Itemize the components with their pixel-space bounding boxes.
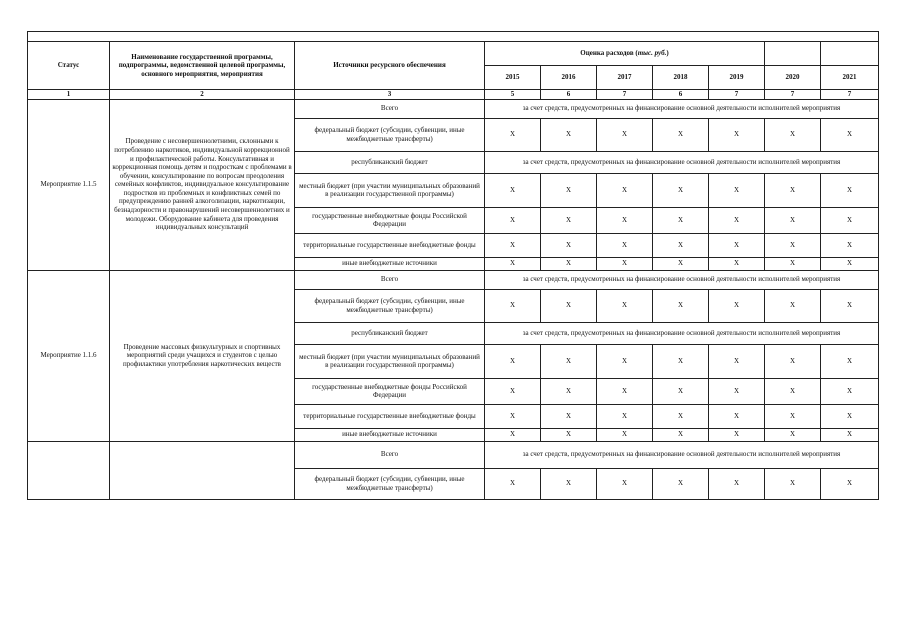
column-number: 7: [597, 90, 653, 100]
column-number: 7: [765, 90, 821, 100]
x-mark-cell: X: [765, 428, 821, 441]
year-cell: 2016: [541, 66, 597, 90]
x-mark-cell: X: [709, 468, 765, 499]
x-mark-cell: X: [653, 233, 709, 257]
source-label: федеральный бюджет (субсидии, субвенции, иные межбюджетные трансферты): [295, 289, 485, 322]
x-mark-cell: X: [485, 207, 541, 233]
x-mark-cell: X: [765, 173, 821, 207]
x-mark-cell: X: [821, 257, 879, 270]
x-mark-cell: X: [765, 289, 821, 322]
x-mark-cell: X: [709, 289, 765, 322]
resource-table: [27, 31, 879, 500]
x-mark-cell: X: [653, 257, 709, 270]
x-mark-cell: X: [709, 428, 765, 441]
x-mark-cell: X: [821, 378, 879, 404]
source-label: республиканский бюджет: [295, 151, 485, 173]
column-number-row: [28, 90, 879, 100]
x-mark-cell: X: [485, 468, 541, 499]
x-mark-cell: X: [597, 207, 653, 233]
x-mark-cell: X: [485, 404, 541, 428]
x-mark-cell: X: [709, 173, 765, 207]
year-cell: 2021: [821, 66, 879, 90]
source-label: местный бюджет (при участии муниципальных образований в реализации государственной программы): [295, 173, 485, 207]
x-mark-cell: X: [541, 289, 597, 322]
source-label: Всего: [295, 99, 485, 118]
measure-status: Мероприятие 1.1.6: [28, 270, 110, 441]
x-mark-cell: X: [709, 118, 765, 151]
measure-status: [28, 441, 110, 499]
source-label: федеральный бюджет (субсидии, субвенции, иные межбюджетные трансферты): [295, 118, 485, 151]
source-label: иные внебюджетные источники: [295, 428, 485, 441]
source-label: Всего: [295, 270, 485, 289]
x-mark-cell: X: [541, 173, 597, 207]
x-mark-cell: X: [765, 344, 821, 378]
x-mark-cell: X: [821, 468, 879, 499]
x-mark-cell: X: [541, 378, 597, 404]
source-label: местный бюджет (при участии муниципальных образований в реализации государственной программы): [295, 344, 485, 378]
source-label: иные внебюджетные источники: [295, 257, 485, 270]
measure-row: [28, 441, 879, 468]
column-number: 6: [541, 90, 597, 100]
header-estimate-unit: тыс. руб.: [637, 49, 667, 58]
x-mark-cell: X: [541, 344, 597, 378]
year-cell: 2015: [485, 66, 541, 90]
x-mark-cell: X: [653, 173, 709, 207]
x-mark-cell: X: [653, 118, 709, 151]
x-mark-cell: X: [653, 344, 709, 378]
header-estimate-suffix: ): [666, 49, 669, 58]
measure-name: [110, 441, 295, 499]
funding-note: за счет средств, предусмотренных на финансирование основной деятельности исполнителей мероприятия: [485, 270, 879, 289]
x-mark-cell: X: [765, 468, 821, 499]
x-mark-cell: X: [821, 118, 879, 151]
x-mark-cell: X: [541, 207, 597, 233]
funding-note: за счет средств, предусмотренных на финансирование основной деятельности исполнителей мероприятия: [485, 99, 879, 118]
header-row-1: [28, 42, 879, 66]
source-label: территориальные государственные внебюджетные фонды: [295, 404, 485, 428]
x-mark-cell: X: [765, 233, 821, 257]
measure-row: [28, 99, 879, 118]
source-label: государственные внебюджетные фонды Российской Федерации: [295, 207, 485, 233]
x-mark-cell: X: [821, 428, 879, 441]
x-mark-cell: X: [485, 378, 541, 404]
x-mark-cell: X: [653, 207, 709, 233]
source-label: республиканский бюджет: [295, 322, 485, 344]
measure-row: [28, 270, 879, 289]
header-blank-2021: [821, 42, 879, 66]
x-mark-cell: X: [709, 404, 765, 428]
x-mark-cell: X: [821, 173, 879, 207]
x-mark-cell: X: [541, 118, 597, 151]
x-mark-cell: X: [653, 404, 709, 428]
x-mark-cell: X: [765, 118, 821, 151]
x-mark-cell: X: [653, 289, 709, 322]
x-mark-cell: X: [485, 428, 541, 441]
funding-note: за счет средств, предусмотренных на финансирование основной деятельности исполнителей мероприятия: [485, 441, 879, 468]
header-estimate-prefix: Оценка расходов (: [580, 49, 638, 58]
column-number: 5: [485, 90, 541, 100]
funding-note: за счет средств, предусмотренных на финансирование основной деятельности исполнителей мероприятия: [485, 151, 879, 173]
header-blank-2020: [765, 42, 821, 66]
x-mark-cell: X: [653, 468, 709, 499]
column-number: 3: [295, 90, 485, 100]
x-mark-cell: X: [597, 233, 653, 257]
column-number: 2: [110, 90, 295, 100]
x-mark-cell: X: [821, 289, 879, 322]
source-label: государственные внебюджетные фонды Российской Федерации: [295, 378, 485, 404]
x-mark-cell: X: [653, 428, 709, 441]
header-name: Наименование государственной программы, подпрограммы, ведомственной целевой программы, основного мероприятия, мероприятия: [110, 42, 295, 90]
x-mark-cell: X: [765, 207, 821, 233]
x-mark-cell: X: [597, 428, 653, 441]
x-mark-cell: X: [485, 233, 541, 257]
x-mark-cell: X: [485, 344, 541, 378]
year-cell: 2020: [765, 66, 821, 90]
x-mark-cell: X: [709, 233, 765, 257]
header-status: Статус: [28, 42, 110, 90]
funding-note: за счет средств, предусмотренных на финансирование основной деятельности исполнителей мероприятия: [485, 322, 879, 344]
x-mark-cell: X: [765, 257, 821, 270]
x-mark-cell: X: [541, 428, 597, 441]
year-cell: 2017: [597, 66, 653, 90]
measure-name: Проведение с несовершеннолетними, склонными к потреблению наркотиков, индивидуальной коррекционной и профилактической работы. Консультативная и коррекционная помощь детям и подросткам с проблемами в обучении, консультирование по вопросам преодоления семейных конфликтов, индивидуальное консультирование подростков из проблемных и конфликтных семей по предупреждению ранней алкоголизации, наркотизации, безнадзорности и правонарушений несовершеннолетних и молодежи. Оборудование кабинета для проведения индивидуальных консультаций: [110, 99, 295, 270]
year-cell: 2018: [653, 66, 709, 90]
x-mark-cell: X: [821, 233, 879, 257]
x-mark-cell: X: [485, 118, 541, 151]
x-mark-cell: X: [709, 344, 765, 378]
x-mark-cell: X: [541, 257, 597, 270]
column-number: 7: [709, 90, 765, 100]
x-mark-cell: X: [709, 257, 765, 270]
x-mark-cell: X: [653, 378, 709, 404]
x-mark-cell: X: [821, 207, 879, 233]
x-mark-cell: X: [541, 233, 597, 257]
year-cell: 2019: [709, 66, 765, 90]
x-mark-cell: X: [597, 468, 653, 499]
x-mark-cell: X: [597, 257, 653, 270]
source-label: Всего: [295, 441, 485, 468]
x-mark-cell: X: [485, 257, 541, 270]
x-mark-cell: X: [709, 207, 765, 233]
x-mark-cell: X: [597, 289, 653, 322]
column-number: 1: [28, 90, 110, 100]
x-mark-cell: X: [597, 404, 653, 428]
header-estimate: [485, 42, 765, 66]
x-mark-cell: X: [597, 173, 653, 207]
header-sources: Источники ресурсного обеспечения: [295, 42, 485, 90]
top-blank-row: [28, 32, 879, 42]
x-mark-cell: X: [765, 404, 821, 428]
x-mark-cell: X: [821, 344, 879, 378]
x-mark-cell: X: [821, 404, 879, 428]
x-mark-cell: X: [485, 173, 541, 207]
x-mark-cell: X: [541, 404, 597, 428]
x-mark-cell: X: [485, 289, 541, 322]
column-number: 6: [653, 90, 709, 100]
x-mark-cell: X: [541, 468, 597, 499]
x-mark-cell: X: [597, 378, 653, 404]
x-mark-cell: X: [709, 378, 765, 404]
source-label: территориальные государственные внебюджетные фонды: [295, 233, 485, 257]
x-mark-cell: X: [597, 118, 653, 151]
x-mark-cell: X: [597, 344, 653, 378]
measure-name: Проведение массовых физкультурных и спортивных мероприятий среди учащихся и студентов с целью профилактики употребления наркотических веществ: [110, 270, 295, 441]
top-blank-cell: [28, 32, 879, 42]
column-number: 7: [821, 90, 879, 100]
measure-status: Мероприятие 1.1.5: [28, 99, 110, 270]
source-label: федеральный бюджет (субсидии, субвенции, иные межбюджетные трансферты): [295, 468, 485, 499]
x-mark-cell: X: [765, 378, 821, 404]
